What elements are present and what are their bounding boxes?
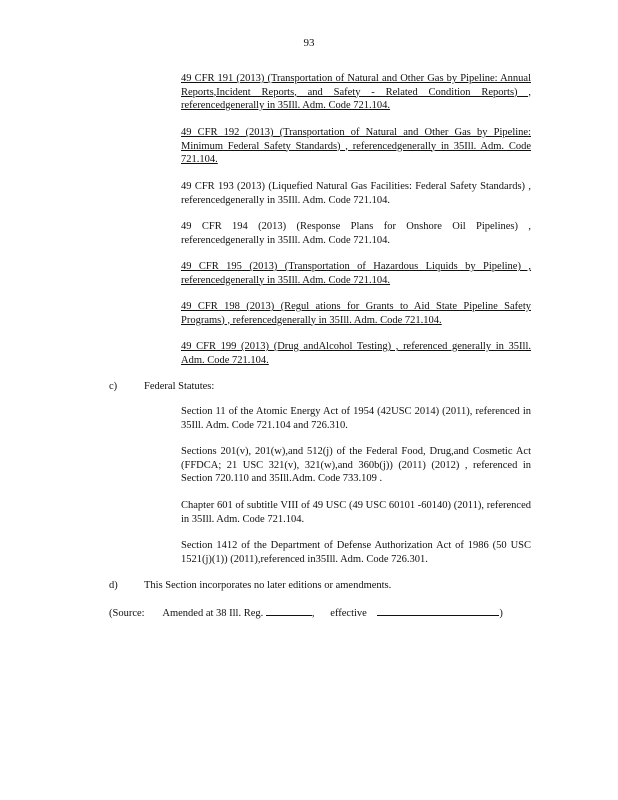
statute-defense-authorization-act: Section 1412 of the Department of Defense Authorization Act of 1986 (50 USC 1521(j)(1)) (2011),referenced in35Ill. Adm. Code 726.301. <box>181 540 531 565</box>
cfr-entry-198: 49 CFR 198 (2013) (Regul ations for Grants to Aid State Pipeline Safety Programs) , referencedgenerally in 35Ill. Adm. Code 721.104. <box>181 301 531 326</box>
effective-date-blank <box>377 605 499 616</box>
source-comma: , <box>311 608 315 619</box>
cfr-entry-192 <box>181 126 531 167</box>
section-c-label: c) <box>109 381 118 392</box>
cfr-entry-194: 49 CFR 194 (2013) (Response Plans for Onshore Oil Pipelines) , referencedgenerally in 35Ill. Adm. Code 721.104. <box>181 221 531 246</box>
cfr-entry-193: 49 CFR 193 (2013) (Liquefied Natural Gas Facilities: Federal Safety Standards) , referencedgenerally in 35Ill. Adm. Code 721.104. <box>181 181 531 206</box>
statute-49-usc-chapter-601: Chapter 601 of subtitle VIII of 49 USC (49 USC 60101 -60140) (2011), referenced in 35Ill. Adm. Code 721.104. <box>181 500 531 525</box>
cfr-entry-195-text: 49 CFR 195 (2013) (Transportation of Hazardous Liquids by Pipeline) , referencedgenerally in 35Ill. Adm. Code 721.104. <box>181 261 531 286</box>
source-amended: Amended at 38 Ill. Reg. <box>162 608 264 619</box>
source-close: ) <box>499 608 503 619</box>
page-number: 93 <box>303 37 315 49</box>
cfr-entry-191: 49 CFR 191 (2013) (Transportation of Natural and Other Gas by Pipeline: Annual Reports,Incident Reports, and Safety - Related Condition Reports) , referencedgenerally in 35Ill. Adm. Code 721.104. <box>181 73 531 111</box>
register-blank <box>266 605 312 616</box>
section-d-text: This Section incorporates no later editions or amendments. <box>144 580 392 591</box>
cfr-entry-195 <box>181 260 531 287</box>
statute-atomic-energy-act: Section 11 of the Atomic Energy Act of 1954 (42USC 2014) (2011), referenced in 35Ill. Adm. Code 721.104 and 726.310. <box>181 406 531 431</box>
source-effective: effective <box>330 608 367 619</box>
cfr-entry-199: 49 CFR 199 (2013) (Drug andAlcohol Testing) , referenced generally in 35Ill. Adm. Code 721.104. <box>181 341 531 366</box>
section-d-label: d) <box>109 580 118 591</box>
source-line <box>109 605 503 621</box>
statute-ffdca: Sections 201(v), 201(w),and 512(j) of the Federal Food, Drug,and Cosmetic Act (FFDCA; 21 USC 321(v), 321(w),and 360b(j)) (2011) (2012) , referenced in Section 720.110 and 35Ill.Adm. Code 733.109 . <box>181 446 531 484</box>
cfr-entry-192-text: 49 CFR 192 (2013) (Transportation of Natural and Other Gas by Pipeline: Minimum Federal Safety Standards) , referencedgenerally in 35Ill. Adm. Code 721.104. <box>181 127 531 165</box>
source-prefix: (Source: <box>109 608 145 619</box>
section-c-heading: Federal Statutes: <box>144 381 215 392</box>
